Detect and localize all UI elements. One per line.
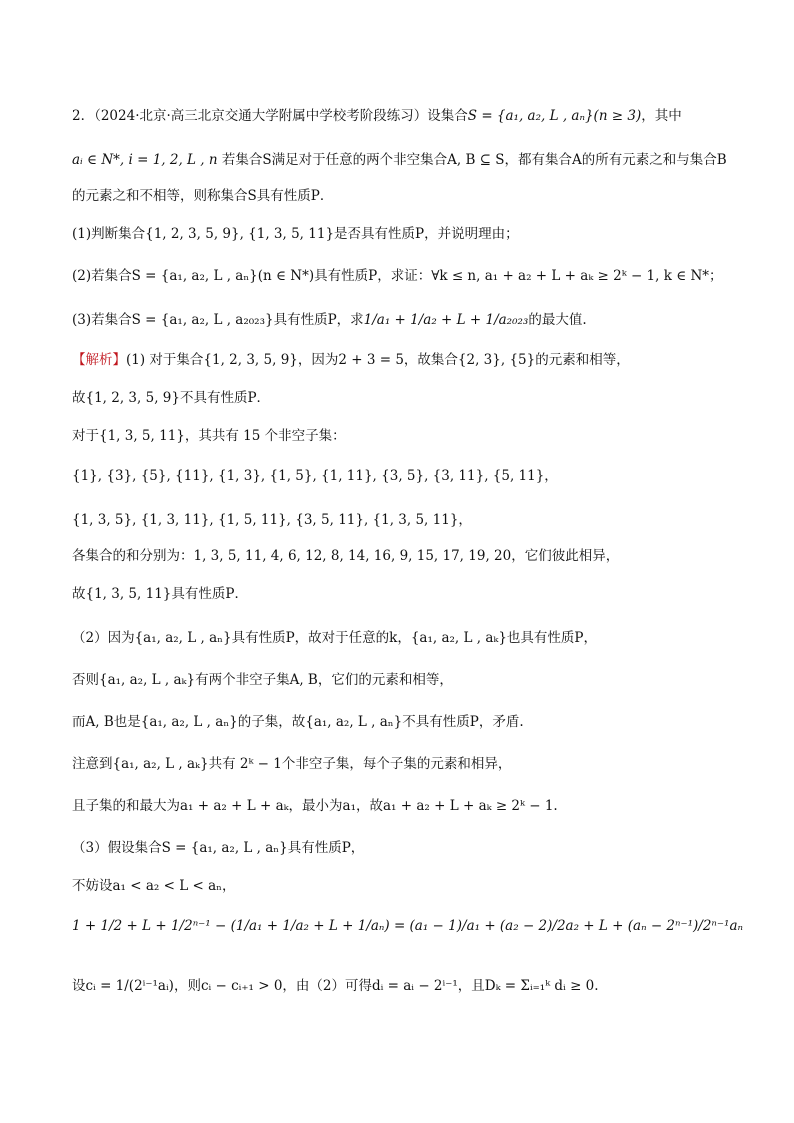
subsets-list-2: {1, 3, 5}, {1, 3, 11}, {1, 5, 11}, {3, 5, 11}, {1, 3, 5, 11}，: [72, 512, 472, 528]
sums-values: 1, 3, 5, 11, 4, 6, 12, 8, 14, 16, 9, 15, 17, 19, 20: [193, 548, 512, 564]
solution-line-3: 对于{1, 3, 5, 11}，其共有 15 个非空子集：: [72, 428, 346, 444]
question-2: (2)若集合S = {a₁, a₂, L , aₙ}(n ∈ N*)具有性质P，求证：∀k ≤ n, a₁ + a₂ + L + aₖ ≥ 2ᵏ − 1, k ∈ N*；: [72, 268, 723, 284]
sums-tail: ，它们彼此相异，: [511, 548, 620, 564]
question-3: [72, 310, 712, 330]
solution-part-2-line-1: （2）因为{a₁, a₂, L , aₙ}具有性质P，故对于任意的k，{a₁, a₂, L , aₖ}也具有性质P，: [72, 630, 598, 646]
difference-equation: [72, 916, 743, 936]
solution-line-2: 故{1, 2, 3, 5, 9}不具有性质P．: [72, 390, 271, 406]
problem-line-2: [72, 150, 727, 170]
reciprocal-sum-expression: 1/a₁ + 1/a₂ + L + 1/a₂₀₂₃: [363, 312, 529, 328]
problem-line-1: [72, 106, 712, 126]
solution-part-2-line-3: 而A, B也是{a₁, a₂, L , aₙ}的子集，故{a₁, a₂, L , aₙ}不具有性质P，矛盾.: [72, 714, 524, 730]
problem-line-1-suffix: ，其中: [641, 108, 682, 124]
solution-line-sums: [72, 546, 712, 566]
solution-part-2-line-4: 注意到{a₁, a₂, L , aₖ}共有 2ᵏ − 1个非空子集，每个子集的元素和相异，: [72, 756, 512, 772]
sums-label: 各集合的和分别为：: [72, 548, 194, 564]
solution-part-1-intro: (1) 对于集合{1, 2, 3, 5, 9}，因为2 + 3 = 5，故集合{2, 3}, {5}的元素和相等，: [126, 352, 630, 368]
property-condition: 若集合S满足对于任意的两个非空集合A, B ⊆ S，都有集合A的所有元素之和与集合B: [221, 152, 727, 168]
problem-line-3: 的元素之和不相等，则称集合S具有性质P．: [72, 188, 334, 204]
solution-part-3-line-2: 不妨设a₁ < a₂ < L < aₙ，: [72, 878, 236, 894]
solution-line-1: [72, 350, 712, 370]
solution-part-3-line-1: （3）假设集合S = {a₁, a₂, L , aₙ}具有性质P，: [72, 840, 365, 856]
set-definition: S = {a₁, a₂, L , aₙ}(n ≥ 3): [467, 108, 642, 124]
solution-part-3-line-3: 设cᵢ = 1/(2ⁱ⁻¹aᵢ)，则cᵢ − cᵢ₊₁ > 0，由（2）可得dᵢ = aᵢ − 2ⁱ⁻¹，且Dₖ = Σᵢ₌₁ᵏ dᵢ ≥ 0.: [72, 978, 599, 994]
equation-rhs: = (a₁ − 1)/a₁ + (a₂ − 2)/2a₂ + L + (aₙ − 2ⁿ⁻¹)/2ⁿ⁻¹aₙ: [393, 918, 743, 934]
solution-tag: 【解析】: [72, 352, 126, 368]
equation-lhs: 1 + 1/2 + L + 1/2ⁿ⁻¹ − (1/a₁ + 1/a₂ + L + 1/aₙ): [72, 918, 390, 934]
question-3-suffix: 的最大值.: [528, 312, 587, 328]
solution-line-conclusion-1: 故{1, 3, 5, 11}具有性质P．: [72, 586, 248, 602]
index-condition: aᵢ ∈ N*, i = 1, 2, L , n: [72, 152, 218, 168]
question-3-prefix: (3)若集合S = {a₁, a₂, L , a₂₀₂₃}具有性质P，求: [72, 312, 364, 328]
solution-part-2-line-5: 且子集的和最大为a₁ + a₂ + L + aₖ，最小为a₁，故a₁ + a₂ + L + aₖ ≥ 2ᵏ − 1.: [72, 798, 558, 814]
problem-source: 2．（2024·北京·高三北京交通大学附属中学校考阶段练习）设集合: [72, 108, 468, 124]
question-1: (1)判断集合{1, 2, 3, 5, 9}, {1, 3, 5, 11}是否具有性质P，并说明理由；: [72, 226, 519, 242]
solution-part-2-line-2: 否则{a₁, a₂, L , aₖ}有两个非空子集A, B，它们的元素和相等，: [72, 672, 453, 688]
subsets-list-1: {1}, {3}, {5}, {11}, {1, 3}, {1, 5}, {1, 11}, {3, 5}, {3, 11}, {5, 11}，: [72, 468, 558, 484]
